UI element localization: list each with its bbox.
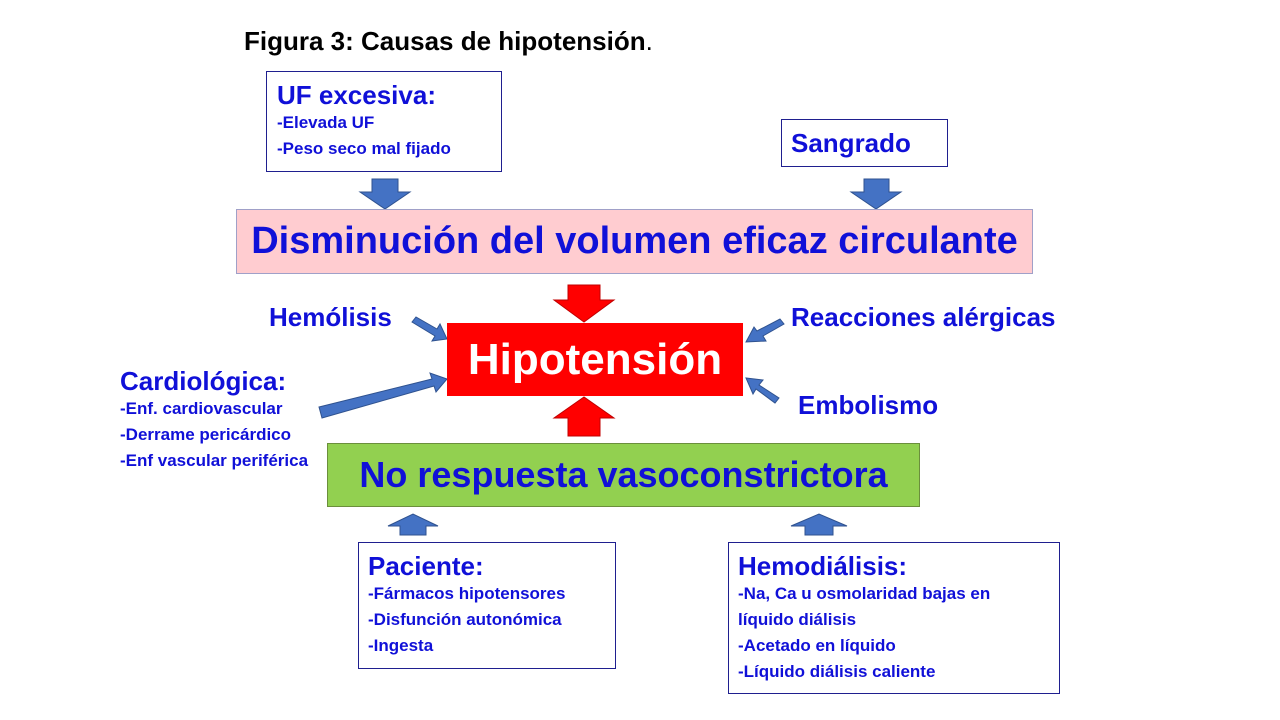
paciente-item: -Ingesta — [368, 636, 434, 655]
cardio-item: -Enf vascular periférica — [120, 451, 309, 470]
cardio-item: -Derrame pericárdico — [120, 425, 292, 444]
hemodialisis-item: -Acetado en líquido — [738, 636, 896, 655]
sangrado-box: Sangrado — [781, 119, 948, 167]
arrow-reacciones — [746, 319, 784, 342]
uf-item: -Elevada UF — [277, 113, 375, 132]
hemodialisis-item: líquido diálisis — [738, 610, 857, 629]
hemodialisis-item: -Na, Ca u osmolaridad bajas en — [738, 584, 991, 603]
paciente-item: -Disfunción autonómica — [368, 610, 562, 629]
paciente-box — [358, 542, 616, 669]
hemolisis-label: Hemólisis — [269, 302, 392, 332]
arrow-paciente-up — [388, 514, 438, 535]
reacciones-label: Reacciones alérgicas — [791, 302, 1056, 332]
embolismo-label: Embolismo — [798, 390, 939, 420]
arrow-cardio — [319, 373, 447, 418]
hipotension-box: Hipotensión — [447, 323, 743, 396]
hemodialisis-box — [728, 542, 1060, 694]
arrow-embolismo — [746, 378, 779, 403]
cardio-heading: Cardiológica: — [120, 366, 287, 396]
hemodialisis-heading: Hemodiálisis: — [738, 551, 908, 581]
arrow-uf-down — [360, 179, 410, 209]
uf-item: -Peso seco mal fijado — [277, 139, 451, 158]
hemodialisis-item: -Líquido diálisis caliente — [738, 662, 936, 681]
uf-heading: UF excesiva: — [277, 80, 436, 110]
vasoconstrictora-box: No respuesta vasoconstrictora — [327, 443, 920, 507]
arrow-vaso-to-hipo — [554, 397, 614, 436]
arrow-volumen-to-hipo — [554, 285, 614, 322]
arrow-hemolisis — [412, 317, 447, 341]
uf-excesiva-box — [266, 71, 502, 172]
arrow-hemodialisis-up — [791, 514, 847, 535]
paciente-heading: Paciente: — [368, 551, 484, 581]
cardio-item: -Enf. cardiovascular — [120, 399, 283, 418]
arrow-sangrado-down — [851, 179, 901, 209]
figure-title: Figura 3: Causas de hipotensión. — [244, 26, 653, 56]
paciente-item: -Fármacos hipotensores — [368, 584, 566, 603]
cardiologica-block — [120, 366, 308, 474]
volumen-box: Disminución del volumen eficaz circulante — [236, 209, 1033, 274]
